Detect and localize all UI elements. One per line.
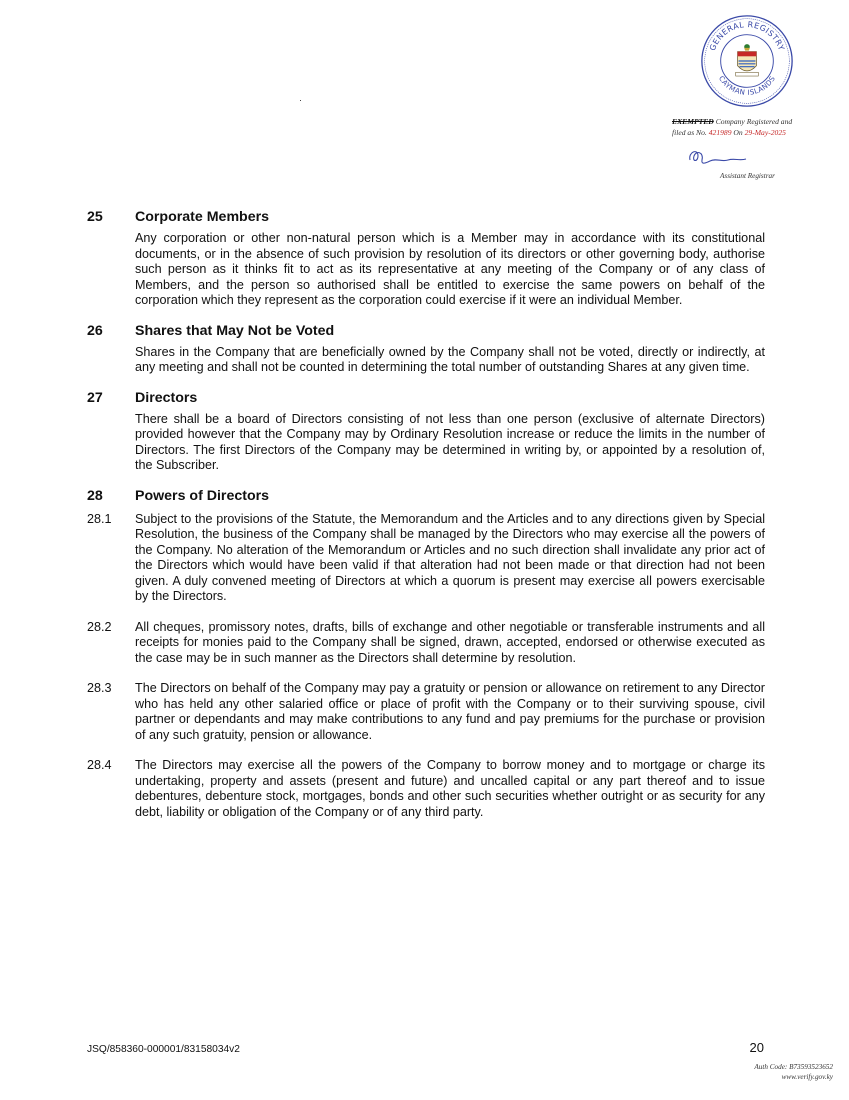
section-27 [87,388,765,474]
seal-bottom-text: CAYMAN ISLANDS [716,74,778,97]
section-title: Shares that May Not be Voted [135,322,335,339]
section-title: Corporate Members [135,209,270,225]
verify-url[interactable]: www.verify.gov.ky [781,1073,833,1081]
company-number: 421989 [708,128,732,137]
registration-stamp [672,116,832,138]
page-number: 20 [749,1040,764,1055]
subsection-28-1 [87,512,765,605]
on-label: On [733,128,743,137]
section-number: 25 [87,209,103,225]
section-heading [87,207,765,227]
section-title: Powers of Directors [135,487,270,504]
subsection-text: The Directors may exercise all the powers of the Company to borrow money and to mortgage or charge its undertaking, property and assets (present and future) and uncalled capital or any part thereof and to issue debentures, debenture stock, mortgages, bonds and other such securities whether outright or as security for any debt, liability or obligation of the Company or of any third party. [135,758,765,819]
subsection-number: 28.2 [87,619,112,634]
subsection-number: 28.1 [87,511,112,526]
section-text: Shares in the Company that are beneficially owned by the Company shall not be voted, directly or indirectly, at any meeting and shall not be counted in determining the total number of outstanding Shares at any given time. [135,344,765,374]
auth-code: Auth Code: B73593523652 [754,1063,833,1071]
section-heading [87,388,765,408]
assistant-registrar-label: Assistant Registrar [720,172,775,180]
section-heading [87,321,765,341]
document-reference: JSQ/858360-000001/83158034v2 [87,1044,240,1055]
section-text: There shall be a board of Directors consisting of not less than one person (exclusive of alternate Directors) provided however that the Company may by Ordinary Resolution increase or reduce the limits in the number of Directors. The first Directors of the Company may be determined in writing by, or appointed by a resolution of, the Subscriber. [135,411,765,472]
auth-code-block [754,1062,833,1082]
section-text: Any corporation or other non-natural person which is a Member may in accordance with its constitutional documents, or in the absence of such provision by resolution of its directors or other governing body, authorise such person as it thinks fit to act as its representative at any meeting of the Company or of any class of Members, and the person so authorised shall be entitled to exercise the same powers on behalf of the corporation which they represent as the corporation could exercise if it were an individual Member. [135,231,765,307]
filed-date: 29-May-2025 [744,128,786,137]
subsection-number: 28.3 [87,681,112,695]
section-26 [87,321,765,376]
section-number: 28 [87,487,103,504]
subsection-28-4 [87,758,765,820]
scan-speck [300,100,301,101]
section-number: 27 [87,389,103,406]
svg-text:CAYMAN ISLANDS [717,74,777,97]
filed-prefix: filed as No. [672,128,707,137]
registry-seal-icon [700,14,794,108]
subsection-text: The Directors on behalf of the Company may pay a gratuity or pension or allowance on retirement to any Director who has held any other salaried office or place of profit with the Company or to their surviving spouse, civil partner or dependants and may make contributions to any fund and pay premiums for the purchase or provision of any such gratuity, pension or allowance. [135,681,765,742]
section-28 [87,486,765,821]
subsection-text: All cheques, promissory notes, drafts, bills of exchange and other negotiable or transferable instruments and all receipts for monies paid to the Company shall be signed, drawn, accepted, endorsed or otherwise executed as the case may be in such manner as the Directors shall determine by resolution. [135,619,765,665]
signature-icon [686,146,750,168]
section-25 [87,207,765,309]
section-heading [87,486,765,506]
exempted-label: EXEMPTED [672,117,714,126]
subsection-28-3 [87,681,765,743]
section-number: 26 [87,322,103,339]
articles-body [87,207,765,835]
seal-top-text: GENERAL REGISTRY [707,20,787,53]
subsection-number: 28.4 [87,758,112,772]
registered-text: Company Registered and [715,117,793,126]
subsection-text: Subject to the provisions of the Statute, the Memorandum and the Articles and to any directions given by Special Resolution, the business of the Company shall be managed by the Directors who may exercise all the powers of the Company. No alteration of the Memorandum or Articles and no such direction shall invalidate any prior act of the Directors which would have been valid if that alteration had not been made or that direction had not been given. A duly convened meeting of Directors at which a quorum is present may exercise all powers exercisable by the Directors. [135,511,765,603]
section-title: Directors [135,389,198,406]
subsection-28-2 [87,620,765,667]
